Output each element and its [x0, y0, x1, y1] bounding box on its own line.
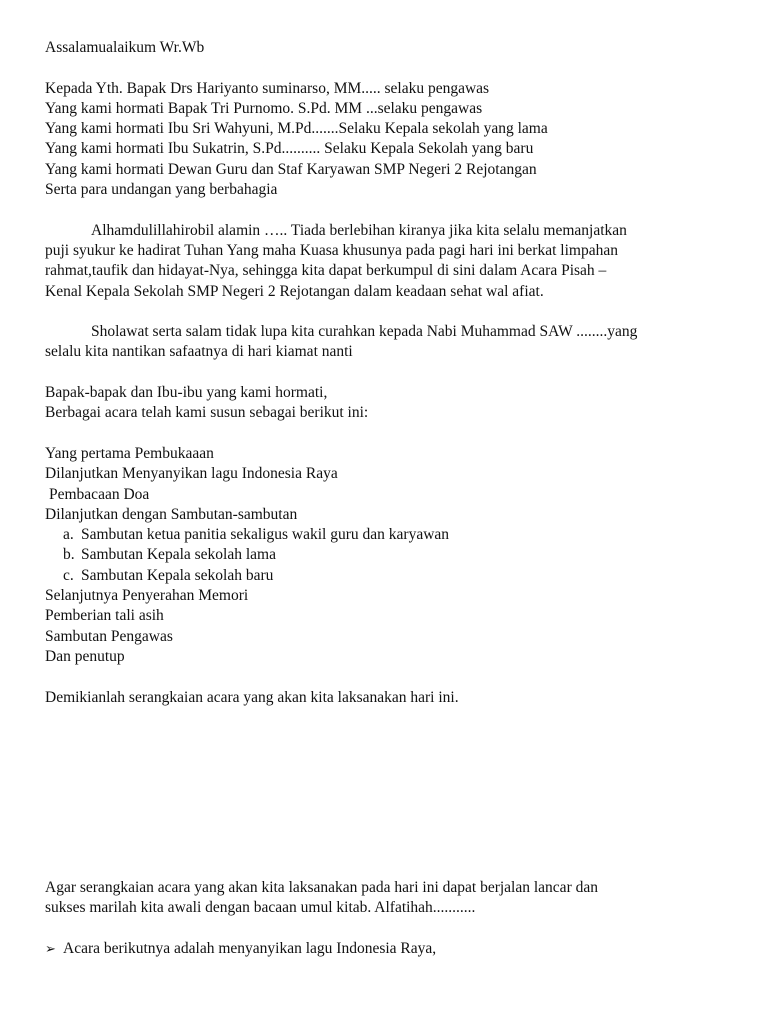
closing-statement: Demikianlah serangkaian acara yang akan kita laksanakan hari ini. [45, 688, 459, 706]
agenda-item-closing: Dan penutup [45, 647, 125, 665]
paragraph-line: Bapak-bapak dan Ibu-ibu yang kami hormati, [45, 384, 328, 402]
speech-item [45, 525, 735, 545]
addressee-line: Kepada Yth. Bapak Drs Hariyanto suminarso, MM..... selaku pengawas [45, 79, 490, 97]
agenda-item-anthem: Dilanjutkan Menyanyikan lagu Indonesia Raya [45, 465, 338, 483]
next-agenda-text: Acara berikutnya adalah menyanyikan lagu Indonesia Raya, [63, 939, 437, 957]
blank-line [45, 918, 735, 938]
greeting: Assalamualaikum Wr.Wb [45, 39, 205, 56]
list-marker: c. [63, 566, 74, 584]
agenda-item-gift: Pemberian tali asih [45, 607, 164, 625]
blank-line [45, 200, 735, 220]
addressee-line: Yang kami hormati Bapak Tri Purnomo. S.Pd. MM ...selaku pengawas [45, 99, 483, 117]
paragraph-line: Alhamdulillahirobil alamin ….. Tiada berlebihan kiranya jika kita selalu memanjatkan [91, 221, 627, 239]
blank-line [45, 58, 735, 78]
paragraph-line: Agar serangkaian acara yang akan kita laksanakan pada hari ini dapat berjalan lancar dan [45, 878, 598, 896]
speech-item-text: Sambutan ketua panitia sekaligus wakil guru dan karyawan [81, 526, 450, 544]
paragraph-line: puji syukur ke hadirat Tuhan Yang maha Kuasa khusunya pada pagi hari ini berkat limpahan [45, 241, 618, 259]
list-marker: a. [63, 526, 74, 544]
speech-item [45, 545, 735, 565]
blank-space [45, 708, 735, 878]
addressee-line: Yang kami hormati Dewan Guru dan Staf Karyawan SMP Negeri 2 Rejotangan [45, 160, 537, 178]
opening-paragraph [45, 221, 735, 302]
list-marker: b. [63, 546, 75, 564]
paragraph-line: selalu kita nantikan safaatnya di hari kiamat nanti [45, 343, 353, 361]
agenda-item-memento: Selanjutnya Penyerahan Memori [45, 587, 249, 605]
paragraph-line: rahmat,taufik dan hidayat-Nya, sehingga kita dapat berkumpul di sini dalam Acara Pisah – [45, 262, 607, 280]
addressee-line: Yang kami hormati Ibu Sukatrin, S.Pd.......... Selaku Kepala Sekolah yang baru [45, 140, 534, 158]
next-agenda-item [45, 939, 735, 959]
blank-line [45, 302, 735, 322]
paragraph-line: sukses marilah kita awali dengan bacaan umul kitab. Alfatihah........... [45, 899, 476, 917]
agenda-item-supervisor: Sambutan Pengawas [45, 627, 173, 645]
speech-item-text: Sambutan Kepala sekolah baru [81, 566, 274, 584]
agenda-intro [45, 383, 735, 424]
speech-item-text: Sambutan Kepala sekolah lama [81, 546, 276, 564]
document-page [45, 38, 735, 959]
agenda-list [45, 444, 735, 667]
fatihah-paragraph [45, 878, 735, 919]
addressee-list [45, 79, 735, 201]
blank-line [45, 363, 735, 383]
sholawat-paragraph [45, 322, 735, 363]
blank-line [45, 667, 735, 687]
paragraph-line: Sholawat serta salam tidak lupa kita curahkan kepada Nabi Muhammad SAW ........yang [91, 323, 638, 341]
addressee-line: Yang kami hormati Ibu Sri Wahyuni, M.Pd.......Selaku Kepala sekolah yang lama [45, 120, 548, 138]
speech-item [45, 566, 735, 586]
paragraph-line: Berbagai acara telah kami susun sebagai berikut ini: [45, 404, 369, 422]
paragraph-line: Kenal Kepala Sekolah SMP Negeri 2 Rejotangan dalam keadaan sehat wal afiat. [45, 282, 544, 300]
addressee-line: Serta para undangan yang berbahagia [45, 181, 278, 199]
blank-line [45, 424, 735, 444]
agenda-item-speeches: Dilanjutkan dengan Sambutan-sambutan [45, 505, 298, 523]
arrow-bullet-icon: ➢ [45, 941, 56, 957]
agenda-item-prayer: Pembacaan Doa [49, 485, 150, 503]
agenda-item-opening: Yang pertama Pembukaaan [45, 444, 214, 462]
